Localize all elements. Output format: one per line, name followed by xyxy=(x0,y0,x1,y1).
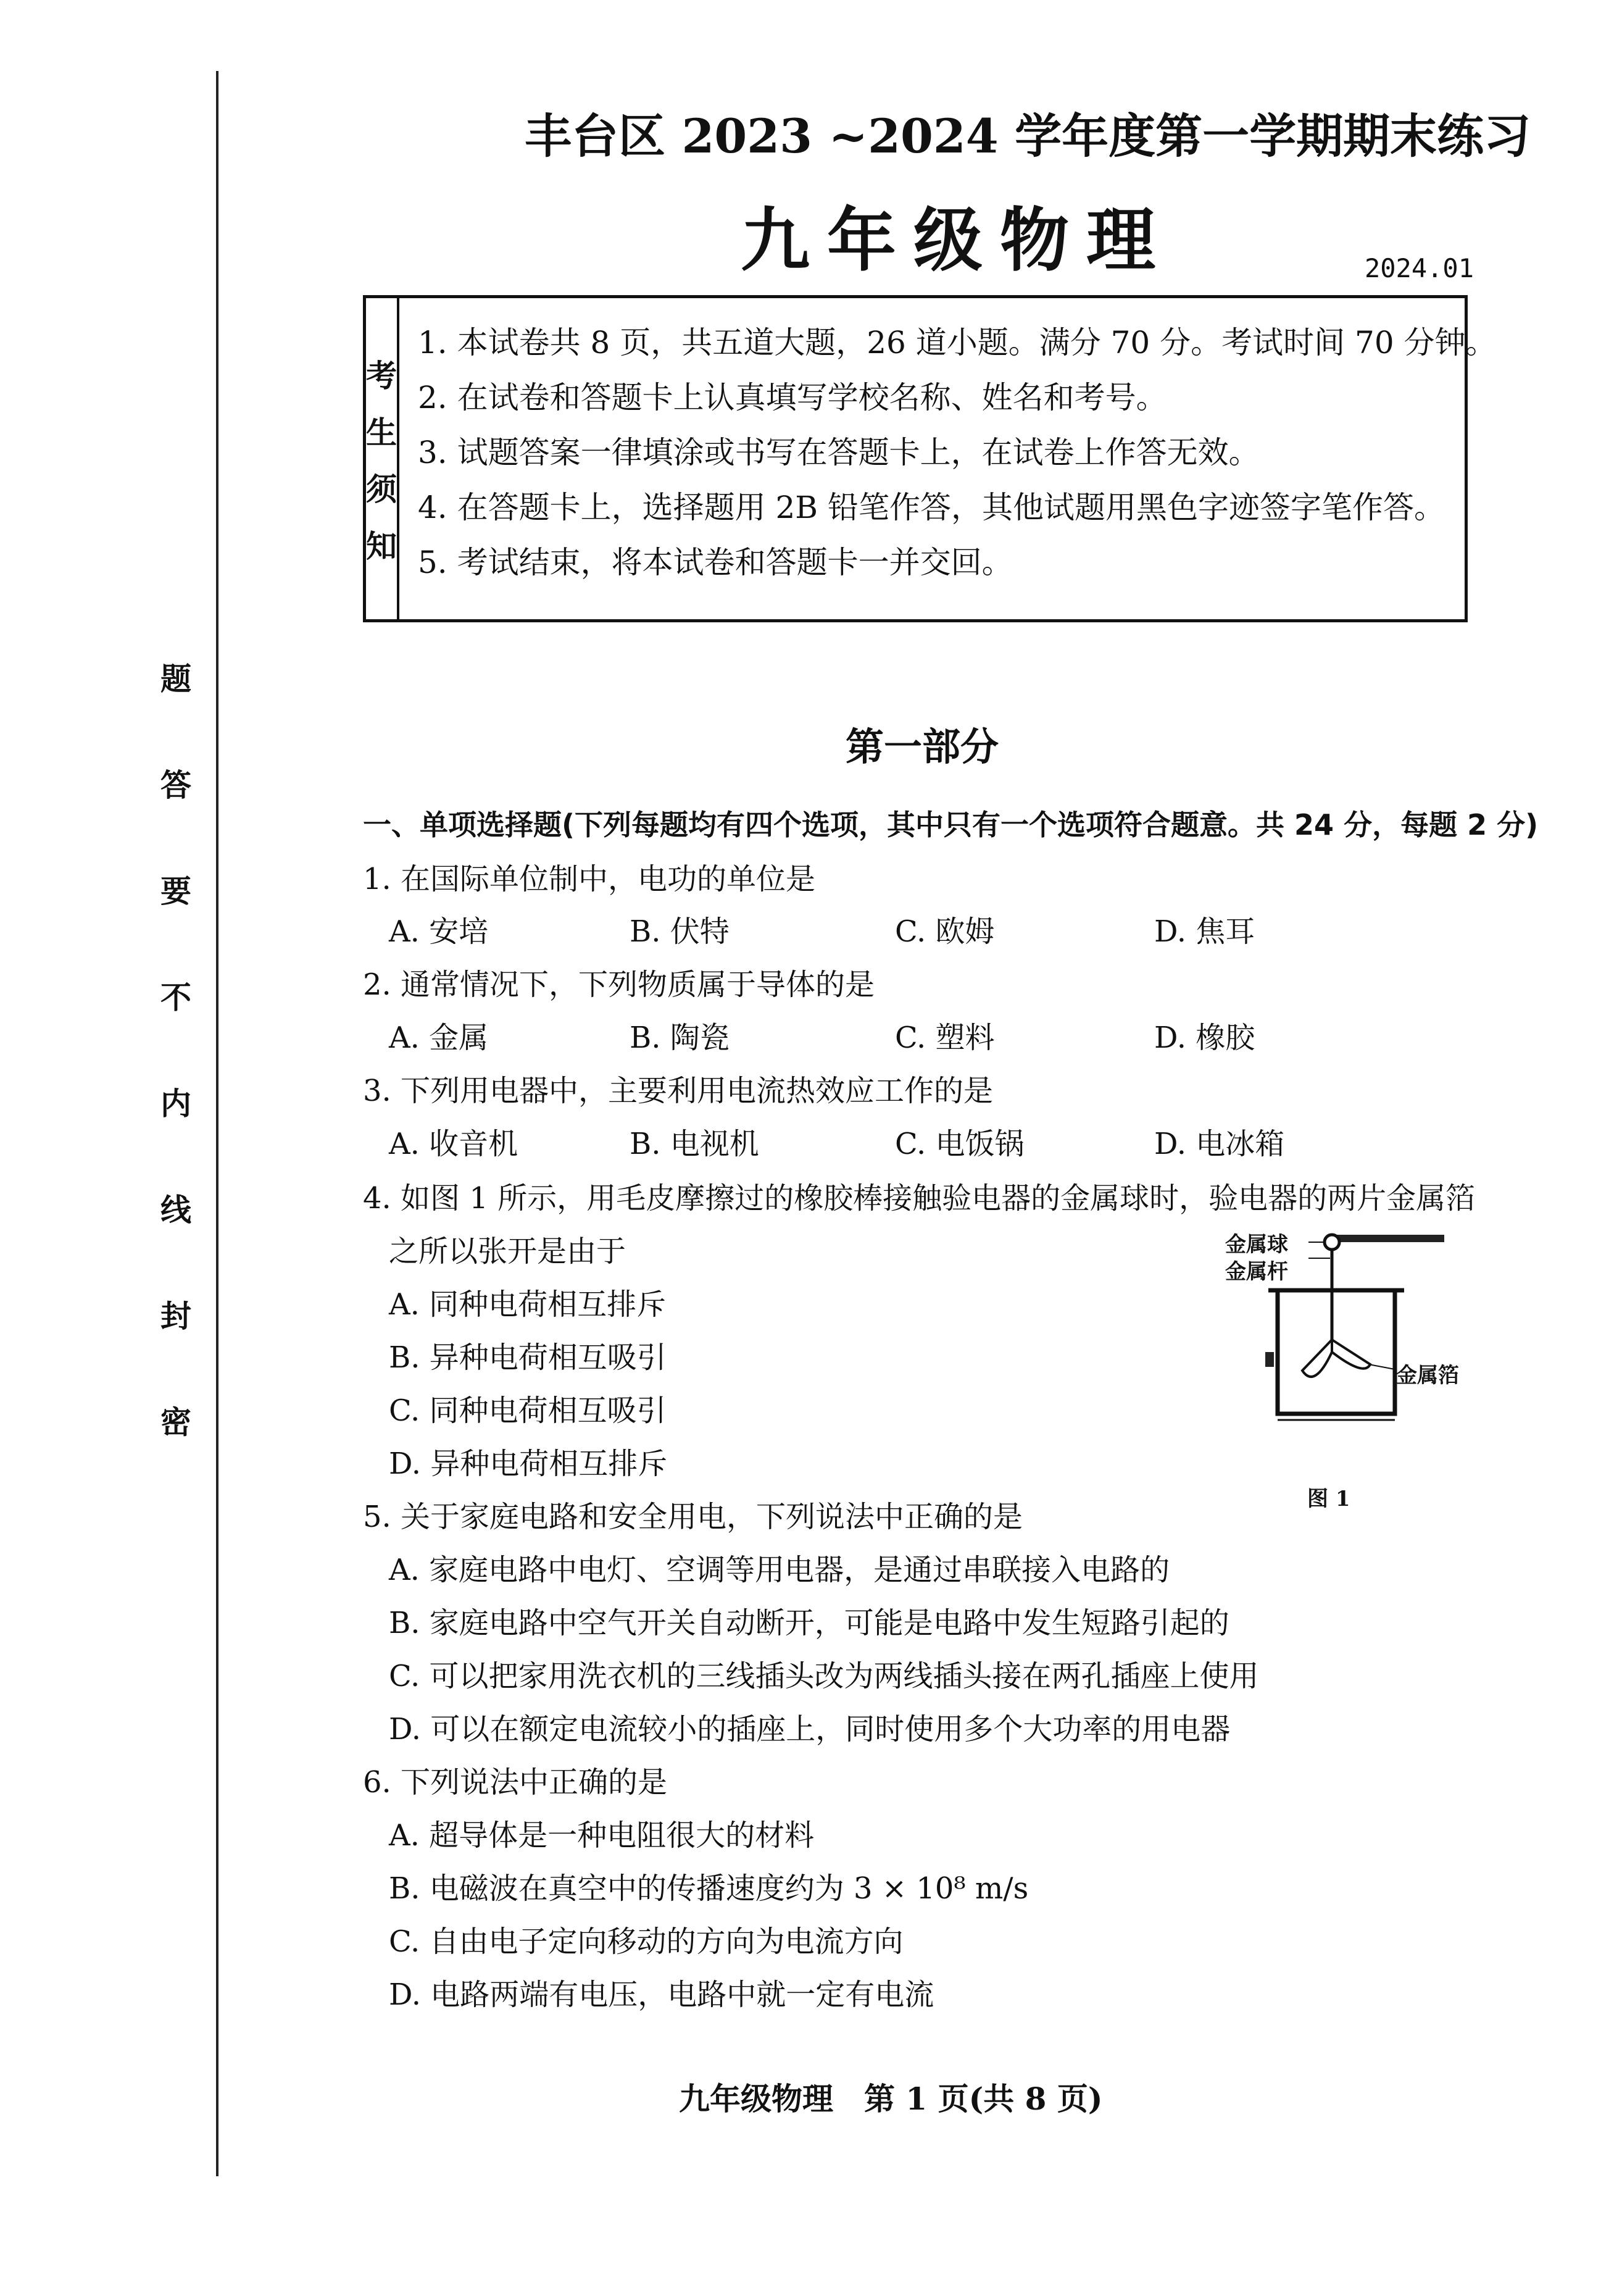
option: A. 超导体是一种电阻很大的材料 xyxy=(389,1818,815,1853)
option: B. 伏特 xyxy=(630,914,730,949)
notice-item: 1. 本试卷共 8 页，共五道大题，26 道小题。满分 70 分。考试时间 70 分钟。 xyxy=(418,325,1497,361)
option: D. 橡胶 xyxy=(1154,1021,1255,1055)
binding-char: 密 xyxy=(160,1404,191,1440)
option: D. 电路两端有电压，电路中就一定有电流 xyxy=(389,1977,934,2012)
question-stem: 2. 通常情况下，下列物质属于导体的是 xyxy=(363,967,875,1002)
label-metal-foil: 金属箔 xyxy=(1396,1363,1459,1388)
section-title: 第一部分 xyxy=(846,724,999,769)
figure-caption: 图 1 xyxy=(1307,1487,1350,1511)
binding-char: 线 xyxy=(160,1192,191,1228)
section-instructions: 一、单项选择题(下列每题均有四个选项，其中只有一个选项符合题意。共 24 分，每题 2 分) xyxy=(363,808,1539,841)
candidate-notice-box xyxy=(363,295,1497,622)
exam-date: 2024.01 xyxy=(1364,253,1474,283)
notice-label-char: 须 xyxy=(366,471,397,507)
notice-label xyxy=(366,298,399,619)
option: C. 同种电荷相互吸引 xyxy=(389,1393,667,1428)
option: B. 电磁波在真空中的传播速度约为 3 × 10⁸ m/s xyxy=(389,1871,1029,1906)
option: C. 电饭锅 xyxy=(895,1127,1025,1161)
binding-char: 封 xyxy=(160,1298,191,1334)
page-footer: 九年级物理 第 1 页(共 8 页) xyxy=(679,2081,1103,2117)
label-metal-rod: 金属杆 xyxy=(1225,1259,1288,1284)
question-stem: 6. 下列说法中正确的是 xyxy=(363,1765,668,1800)
notice-items xyxy=(399,298,1497,619)
exam-title: 丰台区 2023 ~2024 学年度第一学期期末练习 xyxy=(525,109,1531,164)
option: A. 同种电荷相互排斥 xyxy=(389,1287,667,1322)
option: C. 欧姆 xyxy=(895,914,995,949)
binding-char: 内 xyxy=(160,1085,191,1122)
option: D. 可以在额定电流较小的插座上，同时使用多个大功率的用电器 xyxy=(389,1712,1231,1747)
binding-line xyxy=(216,71,218,2176)
option: B. 异种电荷相互吸引 xyxy=(389,1340,667,1375)
question-stem: 5. 关于家庭电路和安全用电，下列说法中正确的是 xyxy=(363,1500,1023,1534)
option: B. 电视机 xyxy=(630,1127,759,1161)
option: A. 家庭电路中电灯、空调等用电器，是通过串联接入电路的 xyxy=(389,1553,1170,1587)
option: D. 异种电荷相互排斥 xyxy=(389,1446,668,1481)
notice-label-char: 知 xyxy=(366,528,397,564)
option: C. 塑料 xyxy=(895,1021,995,1055)
binding-char: 题 xyxy=(160,661,191,697)
notice-item: 5. 考试结束，将本试卷和答题卡一并交回。 xyxy=(418,545,1013,580)
label-metal-ball: 金属球 xyxy=(1225,1232,1288,1257)
notice-item: 4. 在答题卡上，选择题用 2B 铅笔作答，其他试题用黑色字迹签字笔作答。 xyxy=(418,490,1445,525)
binding-line-notice xyxy=(154,654,198,1442)
metal-ball-icon xyxy=(1325,1235,1339,1250)
notice-label-char: 考 xyxy=(366,357,397,394)
question-stem: 3. 下列用电器中，主要利用电流热效应工作的是 xyxy=(363,1074,994,1108)
binding-char: 不 xyxy=(160,979,191,1016)
question-stem-continued: 之所以张开是由于 xyxy=(389,1234,626,1269)
notice-item: 2. 在试卷和答题卡上认真填写学校名称、姓名和考号。 xyxy=(418,380,1167,415)
option: D. 焦耳 xyxy=(1154,914,1255,949)
notice-item: 3. 试题答案一律填涂或书写在答题卡上，在试卷上作答无效。 xyxy=(418,435,1260,470)
option: A. 收音机 xyxy=(389,1127,518,1161)
option: D. 电冰箱 xyxy=(1154,1127,1285,1161)
option: A. 安培 xyxy=(389,914,489,949)
metal-foil-icon xyxy=(1302,1340,1332,1377)
option: B. 家庭电路中空气开关自动断开，可能是电路中发生短路引起的 xyxy=(389,1606,1229,1640)
option: A. 金属 xyxy=(389,1021,489,1055)
question-stem: 4. 如图 1 所示，用毛皮摩擦过的橡胶棒接触验电器的金属球时，验电器的两片金属箔 xyxy=(363,1181,1476,1216)
binding-char: 答 xyxy=(160,767,191,803)
subject-title: 九年级物理 xyxy=(741,200,1173,281)
option: C. 可以把家用洗衣机的三线插头改为两线插头接在两孔插座上使用 xyxy=(389,1659,1259,1693)
rubber-rod-icon xyxy=(1333,1235,1444,1242)
notice-label-char: 生 xyxy=(366,414,397,451)
option: B. 陶瓷 xyxy=(630,1021,730,1055)
question-stem: 1. 在国际单位制中，电功的单位是 xyxy=(363,862,816,896)
binding-char: 要 xyxy=(160,873,191,909)
metal-foil-icon xyxy=(1332,1340,1370,1369)
option: C. 自由电子定向移动的方向为电流方向 xyxy=(389,1924,904,1959)
